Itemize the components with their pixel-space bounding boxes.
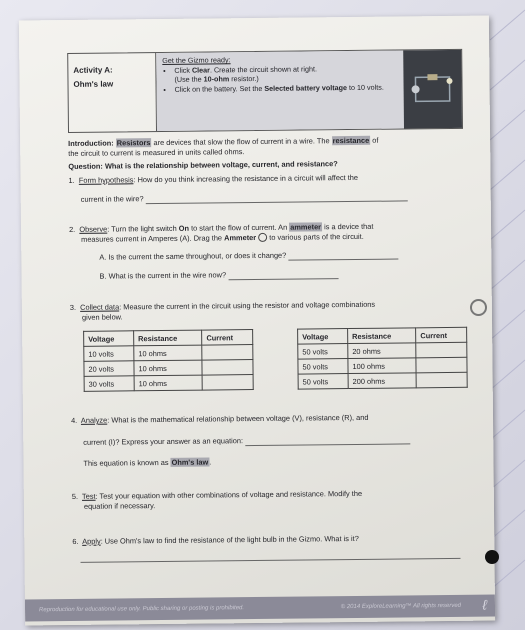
q2-label: Observe bbox=[79, 224, 108, 234]
q3-text: : Measure the current in the circuit using the resistor and voltage combinations bbox=[119, 299, 376, 312]
q6-answer-line[interactable] bbox=[81, 558, 461, 563]
q2-ammeter-bold: Ammeter bbox=[224, 232, 257, 242]
intro-text-3: the circuit to current is measured in units called ohms. bbox=[68, 146, 245, 158]
gizmo-step-2 bbox=[175, 83, 398, 94]
step1-prefix: Click bbox=[174, 65, 193, 75]
q5-text: : Test your equation with other combinations of voltage and resistance. Modify the bbox=[95, 488, 363, 501]
table2-cell-resistance: 20 ohms bbox=[348, 343, 416, 359]
table1-cell-resistance: 10 ohms bbox=[134, 360, 202, 376]
table1-cell-voltage: 30 volts bbox=[84, 376, 134, 392]
q4-ohms-law bbox=[83, 455, 473, 469]
step1-note-prefix: (Use the bbox=[174, 74, 204, 84]
table1-cell-resistance: 10 ohms bbox=[134, 345, 202, 361]
step2-bold: Selected battery voltage bbox=[264, 83, 348, 93]
table-row bbox=[84, 360, 253, 377]
table2-cell-resistance: 100 ohms bbox=[348, 358, 416, 374]
table-row bbox=[298, 342, 467, 359]
q4-label: Analyze bbox=[80, 415, 108, 425]
intro-text-1: are devices that slow the flow of current in a wire. The bbox=[151, 136, 332, 148]
page-footer bbox=[25, 595, 495, 622]
intro-text-2: of bbox=[370, 135, 379, 145]
table1-cell-resistance: 10 ohms bbox=[134, 375, 202, 391]
data-table-2 bbox=[297, 327, 468, 390]
q5-number: 5. bbox=[71, 491, 79, 501]
q2-text-5: to various parts of the circuit. bbox=[267, 231, 364, 242]
table1-cell-voltage: 10 volts bbox=[84, 346, 134, 362]
circuit-thumbnail bbox=[403, 50, 462, 129]
table2-cell-current[interactable] bbox=[416, 342, 467, 358]
footer-disclaimer: Reproduction for educational use only. Public sharing or posting is prohibited. bbox=[38, 605, 245, 614]
gizmo-title: Get the Gizmo ready: bbox=[162, 55, 231, 65]
step1-bold: Clear bbox=[191, 65, 210, 75]
table2-header-voltage: Voltage bbox=[298, 329, 348, 345]
q5-label: Test bbox=[81, 491, 96, 501]
table1-header-resistance: Resistance bbox=[134, 330, 202, 346]
table2-header-row bbox=[298, 327, 467, 344]
q1-number: 1. bbox=[68, 175, 75, 185]
resistance-term: resistance bbox=[332, 135, 370, 146]
q1-answer-row bbox=[81, 191, 461, 204]
q6-number: 6. bbox=[72, 536, 79, 546]
q4-text-3: This equation is known as bbox=[83, 457, 171, 468]
q2-a-answer-line[interactable] bbox=[288, 258, 398, 260]
question-5 bbox=[72, 488, 472, 511]
worksheet-page bbox=[19, 16, 495, 626]
q3-label: Collect data bbox=[80, 302, 120, 312]
q3-text-2: given below. bbox=[81, 311, 123, 322]
activity-name: Ohm's law bbox=[73, 79, 114, 89]
q2-text-2: to start the flow of current. An bbox=[188, 222, 290, 233]
q1-text: : How do you think increasing the resistance in a circuit will affect the bbox=[133, 172, 359, 185]
q1-answer-line[interactable] bbox=[146, 200, 408, 204]
activity-label: Activity A: bbox=[73, 65, 113, 75]
q6-text: : Use Ohm's law to find the resistance of the light bulb in the Gizmo. What is it? bbox=[100, 533, 359, 546]
table1-cell-current[interactable] bbox=[202, 345, 253, 361]
table2-cell-resistance: 200 ohms bbox=[348, 373, 416, 389]
q2-number: 2. bbox=[68, 224, 76, 234]
gizmo-instructions bbox=[156, 50, 404, 131]
introduction-paragraph bbox=[68, 135, 448, 158]
q2-part-b bbox=[99, 268, 459, 281]
table2-cell-voltage: 50 volts bbox=[298, 359, 348, 375]
question-6 bbox=[72, 533, 472, 547]
q4-text-2: current (I)? Express your answer as an equation: bbox=[83, 436, 244, 447]
resistors-term: Resistors bbox=[116, 138, 151, 148]
ammeter-icon bbox=[258, 233, 267, 242]
table2-header-resistance: Resistance bbox=[348, 328, 416, 344]
explorelearning-logo-icon: ℓ bbox=[482, 596, 488, 613]
q4-answer-row bbox=[83, 434, 473, 448]
step2-suffix: to 10 volts. bbox=[346, 82, 384, 93]
q2-a-text: A. Is the current the same throughout, or does it change? bbox=[99, 250, 287, 262]
activity-header-box bbox=[67, 49, 463, 133]
table2-cell-current[interactable] bbox=[416, 372, 467, 388]
gizmo-step-1 bbox=[174, 64, 397, 84]
q4-text-4: . bbox=[209, 457, 212, 467]
question-1 bbox=[68, 172, 468, 186]
table2-header-current: Current bbox=[416, 327, 467, 343]
table1-cell-voltage: 20 volts bbox=[84, 361, 134, 377]
intro-label: Introduction: bbox=[68, 138, 116, 148]
step2-prefix: Click on the battery. Set the bbox=[174, 83, 265, 94]
table-row bbox=[84, 345, 253, 362]
q2-b-answer-line[interactable] bbox=[228, 278, 338, 280]
q2-text-3: is a device that bbox=[321, 221, 374, 232]
step1-suffix: . Create the circuit shown at right. bbox=[209, 64, 318, 75]
table-row bbox=[84, 375, 253, 392]
table1-header-voltage: Voltage bbox=[84, 331, 134, 347]
q3-number: 3. bbox=[69, 302, 77, 312]
step1-note-suffix: resistor.) bbox=[229, 73, 259, 84]
binder-hole-icon bbox=[485, 550, 499, 564]
table2-cell-current[interactable] bbox=[416, 357, 467, 373]
q2-text-4: measures current in Amperes (A). Drag the bbox=[81, 232, 225, 244]
data-table-1 bbox=[83, 329, 254, 392]
table-row bbox=[298, 372, 467, 389]
table1-cell-current[interactable] bbox=[202, 360, 253, 376]
table1-header-current: Current bbox=[202, 330, 253, 346]
q2-text-1: : Turn the light switch bbox=[107, 223, 179, 234]
question-4 bbox=[71, 412, 471, 426]
q2-part-a bbox=[99, 249, 459, 262]
q4-text: : What is the mathematical relationship between voltage (V), resistance (R), and bbox=[107, 412, 369, 425]
q2-b-text: B. What is the current in the wire now? bbox=[99, 270, 227, 281]
main-question: Question: What is the relationship between voltage, current, and resistance? bbox=[68, 159, 338, 171]
q2-on: On bbox=[178, 223, 190, 233]
question-3 bbox=[70, 299, 470, 322]
table2-cell-voltage: 50 volts bbox=[298, 344, 348, 360]
footer-copyright: © 2014 ExploreLearning™ All rights reserved bbox=[340, 602, 462, 611]
binder-hole-icon bbox=[470, 299, 487, 316]
table1-header-row bbox=[84, 330, 253, 347]
q4-number: 4. bbox=[70, 415, 78, 425]
table2-cell-voltage: 50 volts bbox=[298, 374, 348, 390]
question-2 bbox=[69, 221, 469, 244]
q4-answer-line[interactable] bbox=[245, 443, 410, 446]
step1-note-bold: 10-ohm bbox=[203, 74, 230, 84]
table-row bbox=[298, 357, 467, 374]
activity-title bbox=[68, 53, 157, 132]
circuit-icon bbox=[407, 69, 457, 110]
q5-text-2: equation if necessary. bbox=[83, 500, 156, 511]
q1-label: Form hypothesis bbox=[78, 175, 134, 185]
q6-label: Apply bbox=[82, 536, 101, 546]
q1-text-2: current in the wire? bbox=[80, 194, 144, 204]
table1-cell-current[interactable] bbox=[202, 375, 253, 391]
ohms-law-term: Ohm's law bbox=[171, 457, 209, 467]
ammeter-term: ammeter bbox=[290, 222, 322, 232]
